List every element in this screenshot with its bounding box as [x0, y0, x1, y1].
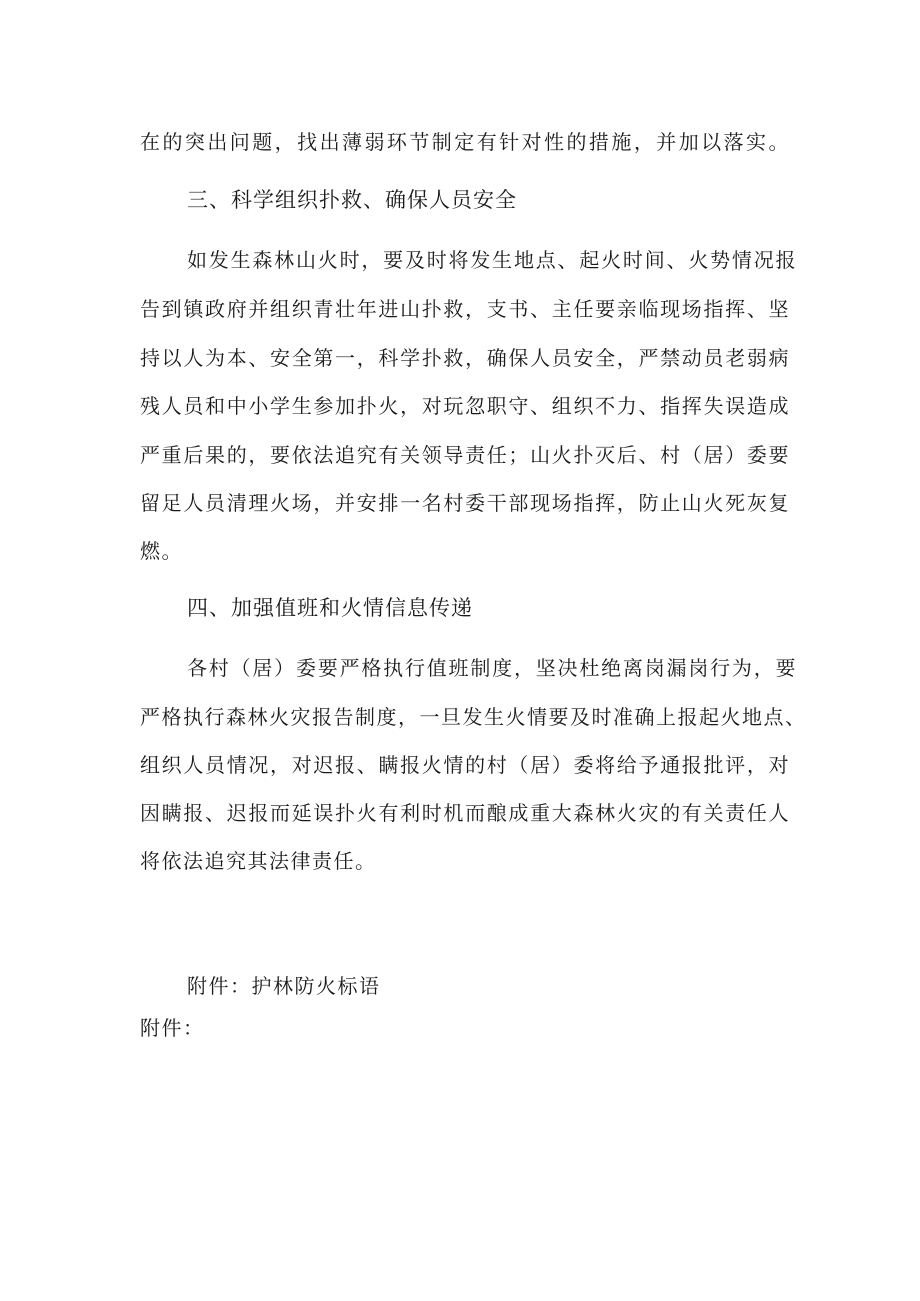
section-heading-3: 三、科学组织扑救、确保人员安全 — [187, 188, 517, 212]
paragraph-line: 如发生森林山火时，要及时将发生地点、起火时间、火势情况报 — [187, 248, 797, 272]
paragraph-line: 组织人员情况，对迟报、瞒报火情的村（居）委将给予通报批评，对 — [140, 753, 790, 777]
paragraph-line: 留足人员清理火场，并安排一名村委干部现场指挥，防止山火死灰复 — [140, 491, 790, 515]
paragraph-line: 在的突出问题，找出薄弱环节制定有针对性的措施，并加以落实。 — [140, 130, 790, 154]
paragraph-line: 严重后果的，要依法追究有关领导责任；山火扑灭后、村（居）委要 — [140, 443, 790, 467]
paragraph-line: 各村（居）委要严格执行值班制度，坚决杜绝离岗漏岗行为，要 — [187, 656, 797, 680]
paragraph-line: 因瞒报、迟报而延误扑火有利时机而酿成重大森林火灾的有关责任人 — [140, 801, 790, 825]
paragraph-line: 告到镇政府并组织青壮年进山扑救，支书、主任要亲临现场指挥、坚 — [140, 297, 790, 321]
paragraph-line: 持以人为本、安全第一，科学扑救，确保人员安全，严禁动员老弱病 — [140, 346, 790, 370]
attachment-note: 附件：护林防火标语 — [187, 974, 381, 998]
attachment-label: 附件： — [140, 1016, 205, 1040]
paragraph-line: 将依法追究其法律责任。 — [140, 849, 377, 873]
paragraph-line: 严格执行森林火灾报告制度，一旦发生火情要及时准确上报起火地点、 — [140, 705, 807, 729]
paragraph-line: 残人员和中小学生参加扑火，对玩忽职守、组织不力、指挥失误造成 — [140, 394, 790, 418]
paragraph-line: 燃。 — [140, 539, 183, 563]
section-heading-4: 四、加强值班和火情信息传递 — [187, 596, 473, 620]
